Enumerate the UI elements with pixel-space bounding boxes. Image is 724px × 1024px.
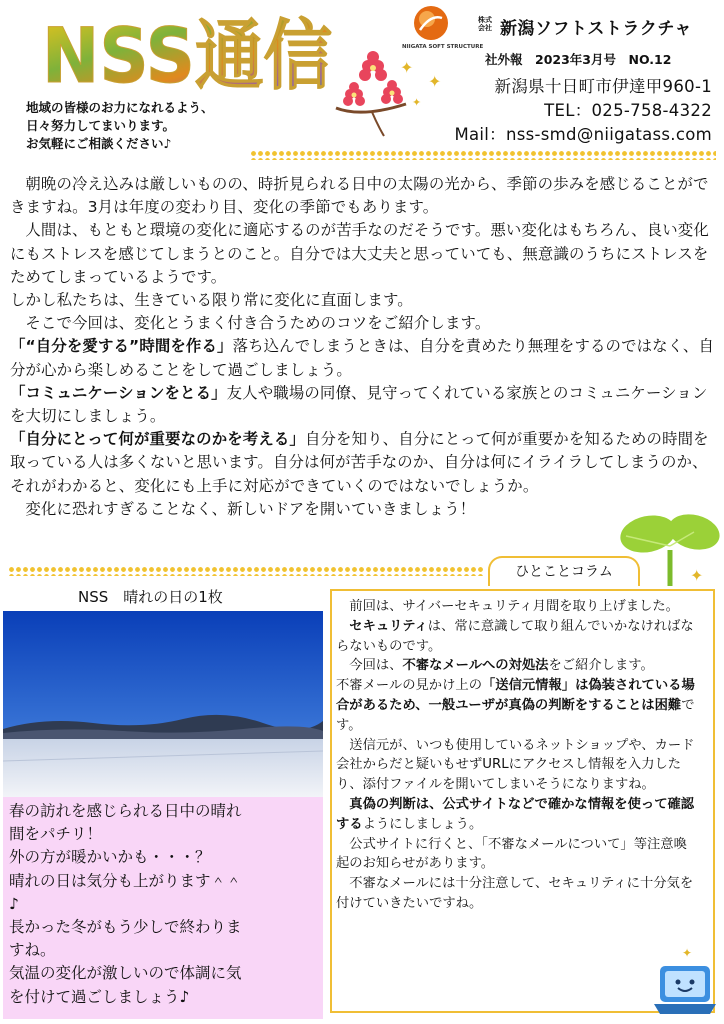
column-text-span: です。 xyxy=(336,697,695,733)
sparkle-icon: ✦ xyxy=(428,72,442,91)
main-article xyxy=(10,173,715,521)
tip-paragraph xyxy=(10,335,715,381)
tip-heading: 「“自分を愛する”時間を作る」 xyxy=(10,337,233,356)
sparkle-icon: ✦ xyxy=(412,96,422,109)
sparkle-icon: ✦ xyxy=(400,58,414,77)
column-paragraph: 不審なメールには十分注意して、セキュリティに十分気を付けていきたいですね。 xyxy=(336,876,694,911)
column-emphasis: セキュリティ xyxy=(349,618,428,634)
column-text-span: ようにしましょう。 xyxy=(362,816,483,832)
article-paragraph: しかし私たちは、生きている限り常に変化に直面します。 xyxy=(10,291,413,310)
caption-line: 春の訪れを感じられる日中の晴れ xyxy=(9,802,242,820)
column-paragraph xyxy=(336,795,700,835)
caption-line: 晴れの日は気分も上がります＾＾ xyxy=(9,871,242,890)
column-text-span: は、常に意識して取り組んでいかなければならないものです。 xyxy=(336,618,694,654)
sparkle-icon: ✦ xyxy=(682,946,693,960)
dotted-divider xyxy=(8,566,484,576)
telephone: TEL：025-758-4322 xyxy=(544,101,712,120)
issue-info: 社外報 2023年3月号 NO.12 xyxy=(485,52,672,67)
caption-line: ♪ xyxy=(9,894,19,913)
column-text-span: 不審メールの見かけ上の xyxy=(336,678,482,694)
dotted-divider xyxy=(250,150,716,160)
column-paragraph xyxy=(336,676,700,735)
tip-body: 自分を知り、自分にとって何が重要かを知るための時間を取っている人は多くないと思います。自分は何が苦手なのか、自分は何にイライラしてしまうのか、それがわかると、変化にも上手に対応ができていくのではないでしょうか。 xyxy=(10,430,709,495)
snow-landscape-image xyxy=(3,611,323,797)
sunny-day-photo xyxy=(3,611,323,797)
article-closing: 変化に恐れすぎることなく、新しいドアを開いていきましょう！ xyxy=(25,499,476,518)
masthead-title: NSS通信 xyxy=(42,11,332,96)
laptop-mascot-illustration xyxy=(652,962,718,1018)
address: 新潟県十日町市伊達甲960-1 xyxy=(494,77,712,96)
tip-body: 友人や職場の同僚、見守ってくれている家族とのコミュニケーションを大切にしましょう。 xyxy=(10,383,708,426)
company-name: 新潟ソフトストラクチャ xyxy=(500,19,692,39)
photo-caption-box xyxy=(3,797,323,1019)
company-logo xyxy=(412,4,450,42)
column-text-span: をご紹介します。 xyxy=(548,658,654,674)
tip-paragraph xyxy=(10,382,715,428)
article-paragraph: そこで今回は、変化とうまく付き合うためのコツをご紹介します。 xyxy=(25,314,491,333)
photo-section-title: NSS 晴れの日の1枚 xyxy=(78,588,223,606)
caption-line: 間をパチリ！ xyxy=(9,825,103,844)
greeting-line: 地域の皆様のお力になれるよう、 xyxy=(26,100,214,115)
email-address: Mail：nss-smd@niigatass.com xyxy=(454,125,712,144)
company-prefix: 株式会社 xyxy=(478,16,492,32)
column-emphasis: 「送信元情報」は偽装されている場合があるため、一般ユーザが真偽の判断をすることは困難 xyxy=(336,678,695,713)
column-paragraph xyxy=(336,656,700,676)
tip-body: 落ち込んでしまうときは、自分を責めたり無理をするのではなく、自分が心から楽しめることをして過ごしましょう。 xyxy=(10,337,715,379)
sparkle-icon: ✦ xyxy=(690,566,704,585)
column-tab-label: ひとことコラム xyxy=(488,556,640,586)
column-text xyxy=(336,597,700,914)
article-paragraph: 朝晩の冷え込みは厳しいものの、時折見られる日中の太陽の光から、季節の歩みを感じることができますね。3月は年度の変わり目、変化の季節でもあります。 xyxy=(10,175,709,217)
caption-line: 長かった冬がもう少しで終わりま xyxy=(9,918,242,937)
column-paragraph: 公式サイトに行くと、「不審なメールについて」等注意喚起のお知らせがあります。 xyxy=(336,836,687,872)
caption-line: 気温の変化が激しいので体調に気 xyxy=(9,964,242,983)
greeting-line: 日々努力してまいります。 xyxy=(26,118,176,133)
article-paragraph: 人間は、もともと環境の変化に適応するのが苦手なのだそうです。悪い変化はもちろん、良い変化にもストレスを感じてしまうとのこと。自分では大丈夫と思っていても、無意識のうちにストレスをためてしまっているようです。 xyxy=(10,221,709,286)
tip-heading: 「自分にとって何が重要なのかを考える」 xyxy=(10,430,305,449)
caption-line: すね。 xyxy=(9,941,56,960)
photo-caption xyxy=(3,797,323,1012)
column-paragraph xyxy=(336,617,700,657)
tip-paragraph xyxy=(10,428,715,498)
column-paragraph: 送信元が、いつも使用しているネットショップや、カード会社からだと疑いもせずURLにアクセスし情報を入力したり、添付ファイルを開いてしまいそうになりますね。 xyxy=(336,737,695,793)
tip-heading: 「コミュニケーションをとる」 xyxy=(10,383,227,402)
masthead-title-logo xyxy=(38,10,338,96)
caption-line: を付けて過ごしましょう♪ xyxy=(9,987,190,1006)
greeting-message xyxy=(26,99,214,153)
column-text-span: 今回は、 xyxy=(349,658,403,674)
column-emphasis: 真偽の判断は、公式サイトなどで確かな情報を使って確認する xyxy=(336,796,695,832)
column-paragraph: 前回は、サイバーセキュリティ月間を取り上げました。 xyxy=(349,599,679,614)
caption-line: 外の方が暖かいかも・・・？ xyxy=(9,848,211,867)
column-emphasis: 不審なメールへの対処法 xyxy=(402,658,549,674)
greeting-line: お気軽にご相談ください♪ xyxy=(26,136,172,151)
logo-caption: NIIGATA SOFT STRUCTURE xyxy=(402,44,484,50)
